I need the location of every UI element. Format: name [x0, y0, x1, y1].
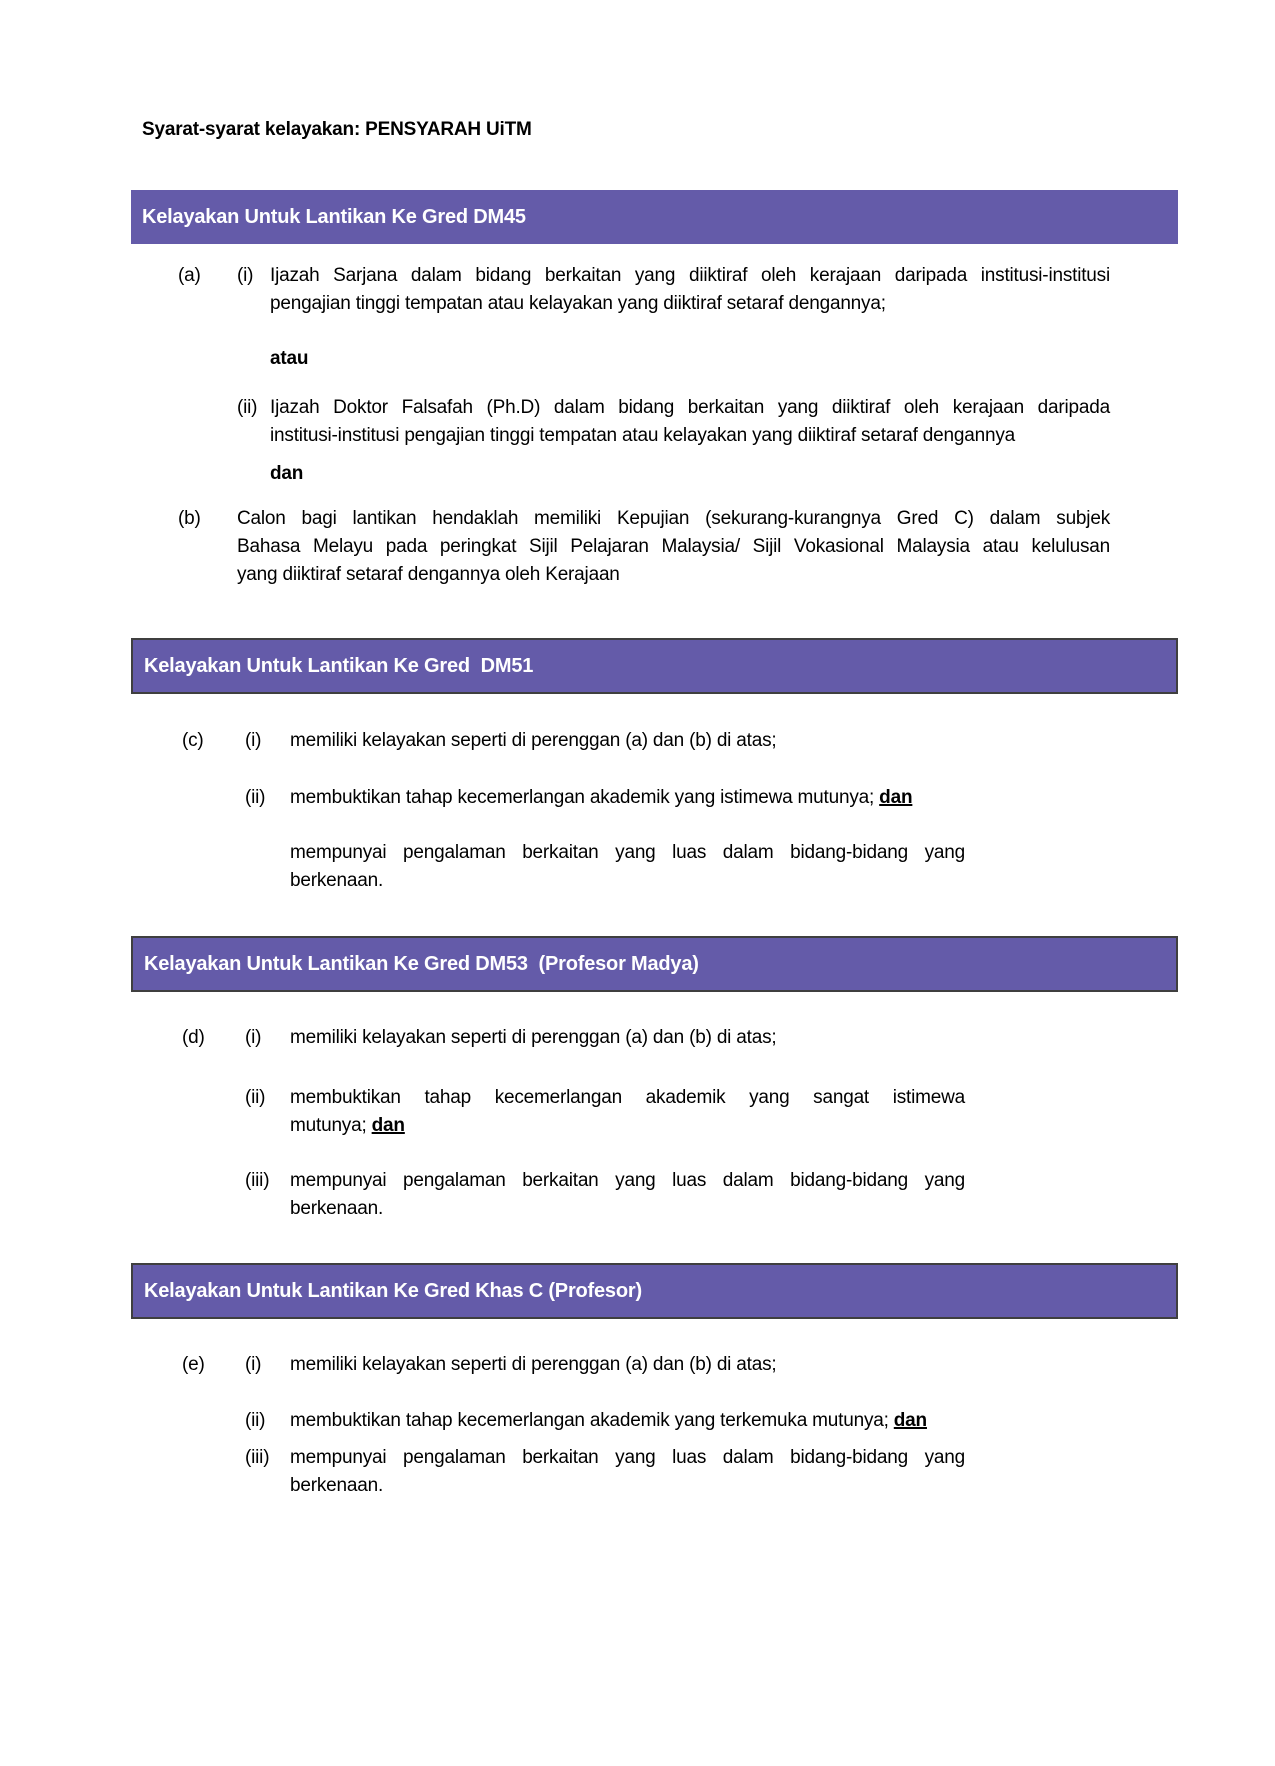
clause-a-ii-line2: institusi-institusi pengajian tinggi tempatan atau kelayakan yang diiktiraf setaraf dengannya — [270, 425, 1016, 446]
clause-c-continuation — [290, 839, 965, 895]
clause-c-ii-marker: (ii) — [245, 787, 266, 808]
conjunction-dan: dan — [270, 463, 304, 484]
clause-e-iii-text — [290, 1444, 965, 1500]
spacer — [182, 784, 245, 812]
clause-a-ii-text — [270, 394, 1110, 450]
spacer — [182, 1167, 245, 1223]
clause-d-marker: (d) — [182, 1027, 205, 1048]
clause-d-ii-line1: membuktikan tahap kecemerlangan akademik yang sangat istimewa — [290, 1087, 965, 1108]
clause-a-i-text — [270, 262, 1110, 318]
clause-e-iii — [182, 1444, 965, 1500]
clause-e-marker: (e) — [182, 1354, 205, 1375]
clause-a-i — [178, 262, 1110, 318]
section-header-dm51 — [131, 638, 1178, 694]
clause-a-i-marker: (i) — [237, 265, 254, 286]
clause-d-i-marker: (i) — [245, 1027, 262, 1048]
document-title: Syarat-syarat kelayakan: PENSYARAH UiTM — [142, 119, 532, 140]
clause-e-iii-line1: mempunyai pengalaman berkaitan yang luas dalam bidang-bidang yang — [290, 1447, 965, 1468]
section-header-dm45-label: Kelayakan Untuk Lantikan Ke Gred DM45 — [142, 205, 526, 228]
clause-c-i — [182, 727, 965, 755]
clause-e-i-marker: (i) — [245, 1354, 262, 1375]
clause-d-iii — [182, 1167, 965, 1223]
clause-d-ii-line2-body: mutunya; — [290, 1115, 372, 1136]
section-header-dm51-label: Kelayakan Untuk Lantikan Ke Gred DM51 — [144, 654, 534, 677]
section-header-dm53 — [131, 936, 1178, 992]
clause-e-ii-marker: (ii) — [245, 1410, 266, 1431]
clause-d-ii — [182, 1084, 965, 1140]
clause-c-ii — [182, 784, 965, 812]
clause-a-i-line1: Ijazah Sarjana dalam bidang berkaitan yang diiktiraf oleh kerajaan daripada institusi-institusi — [270, 265, 1110, 286]
clause-c-cont-line1: mempunyai pengalaman berkaitan yang luas dalam bidang-bidang yang — [290, 842, 965, 863]
clause-c-ii-body: membuktikan tahap kecemerlangan akademik yang istimewa mutunya; — [290, 787, 880, 808]
clause-a-ii-marker: (ii) — [237, 397, 258, 418]
clause-d-ii-line2 — [290, 1112, 965, 1140]
section-header-khas-c — [131, 1263, 1178, 1319]
clause-c-ii-text — [290, 784, 965, 812]
spacer — [178, 394, 237, 450]
clause-e-iii-marker: (iii) — [245, 1447, 270, 1468]
clause-c-marker: (c) — [182, 730, 204, 751]
clause-e-i-text: memiliki kelayakan seperti di perenggan (a) dan (b) di atas; — [290, 1354, 777, 1375]
clause-c-i-marker: (i) — [245, 730, 262, 751]
clause-d-ii-text — [290, 1084, 965, 1140]
clause-b — [178, 505, 1110, 589]
spacer — [182, 1444, 245, 1500]
clause-c-i-text: memiliki kelayakan seperti di perenggan (a) dan (b) di atas; — [290, 730, 777, 751]
clause-a-ii — [178, 394, 1110, 450]
clause-c-cont-line2: berkenaan. — [290, 870, 384, 891]
clause-e-ii-text — [290, 1407, 965, 1435]
clause-e-i — [182, 1351, 965, 1379]
section-header-dm53-label: Kelayakan Untuk Lantikan Ke Gred DM53 (Profesor Madya) — [144, 952, 699, 975]
conjunction-dan-underlined: dan — [879, 787, 913, 808]
clause-e-iii-line2: berkenaan. — [290, 1475, 384, 1496]
clause-e-ii — [182, 1407, 965, 1435]
clause-d-iii-line2: berkenaan. — [290, 1198, 384, 1219]
spacer — [182, 1084, 245, 1140]
conjunction-atau: atau — [270, 348, 309, 369]
clause-a-marker: (a) — [178, 265, 201, 286]
clause-d-ii-marker: (ii) — [245, 1087, 266, 1108]
clause-d-i — [182, 1024, 965, 1052]
conjunction-dan-underlined: dan — [371, 1115, 405, 1136]
clause-a-ii-line1: Ijazah Doktor Falsafah (Ph.D) dalam bidang berkaitan yang diiktiraf oleh kerajaan daripada — [270, 397, 1110, 418]
clause-b-line1: Calon bagi lantikan hendaklah memiliki Kepujian (sekurang-kurangnya Gred C) dalam subjek — [237, 508, 1110, 529]
clause-a-i-line2: pengajian tinggi tempatan atau kelayakan yang diiktiraf setaraf dengannya; — [270, 293, 886, 314]
clause-d-i-text: memiliki kelayakan seperti di perenggan (a) dan (b) di atas; — [290, 1027, 777, 1048]
section-header-khas-c-label: Kelayakan Untuk Lantikan Ke Gred Khas C (Profesor) — [144, 1279, 642, 1302]
section-header-dm45 — [131, 190, 1178, 244]
clause-d-iii-marker: (iii) — [245, 1170, 270, 1191]
clause-d-iii-text — [290, 1167, 965, 1223]
clause-b-line2: Bahasa Melayu pada peringkat Sijil Pelajaran Malaysia/ Sijil Vokasional Malaysia atau kelulusan — [237, 536, 1110, 557]
clause-b-marker: (b) — [178, 508, 201, 529]
clause-b-line3: yang diiktiraf setaraf dengannya oleh Kerajaan — [237, 564, 620, 585]
conjunction-dan-underlined: dan — [893, 1410, 927, 1431]
clause-e-ii-body: membuktikan tahap kecemerlangan akademik yang terkemuka mutunya; — [290, 1410, 894, 1431]
clause-d-iii-line1: mempunyai pengalaman berkaitan yang luas dalam bidang-bidang yang — [290, 1170, 965, 1191]
clause-b-text — [237, 505, 1110, 589]
spacer — [182, 1407, 245, 1435]
